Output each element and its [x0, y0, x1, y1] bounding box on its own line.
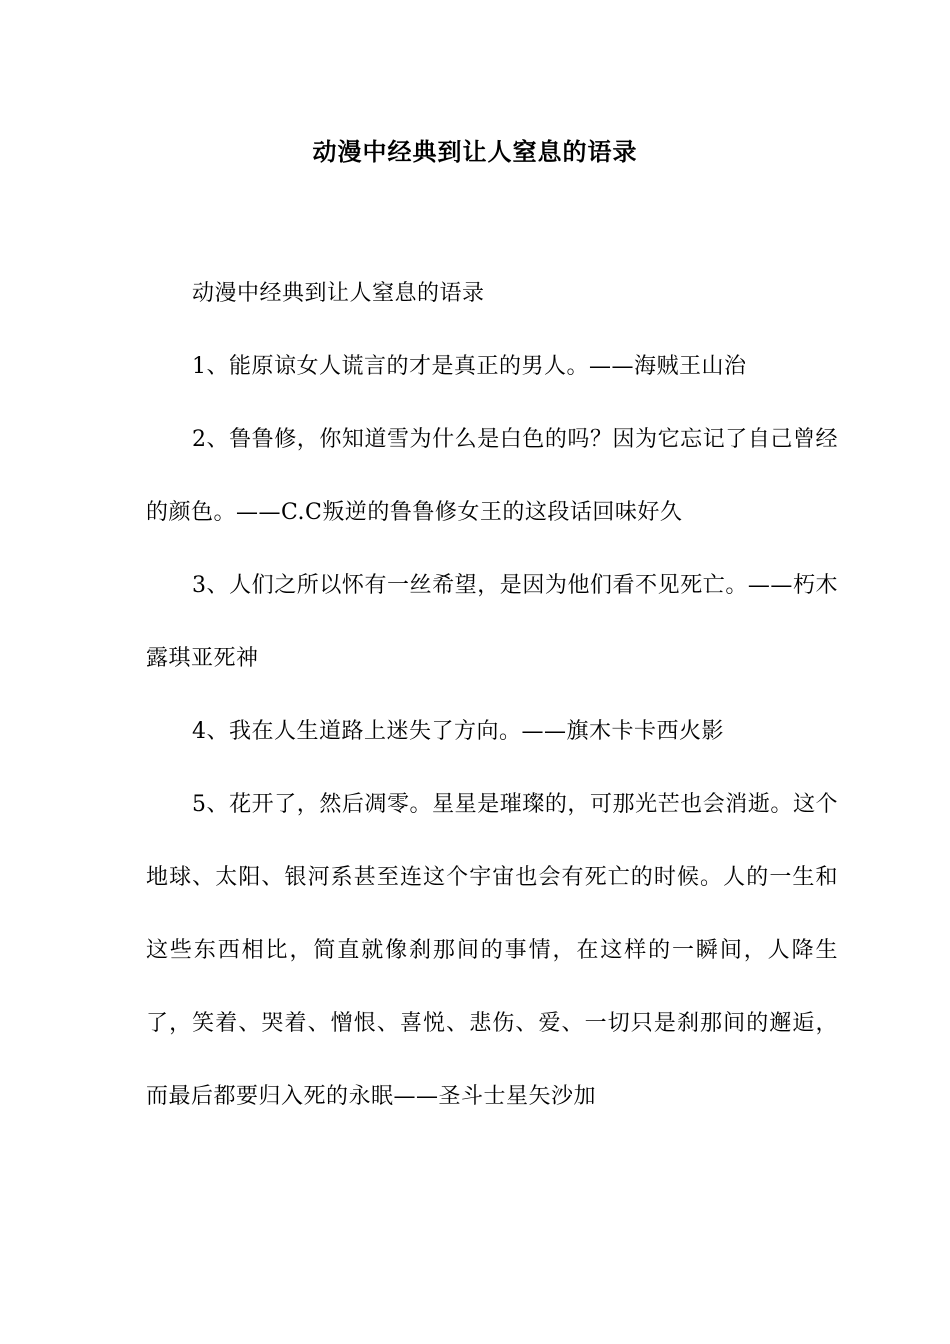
paragraph-heading: 动漫中经典到让人窒息的语录 [192, 281, 485, 306]
quote-item-4: 4、我在人生道路上迷失了方向。——旗木卡卡西火影 [192, 719, 724, 744]
document-body [146, 257, 838, 1133]
document-title: 动漫中经典到让人窒息的语录 [312, 137, 638, 166]
quote-item-5: 5、花开了，然后凋零。星星是璀璨的，可那光芒也会消逝。这个地球、太阳、银河系甚至连这个宇宙也会有死亡的时候。人的一生和这些东西相比，简直就像刹那间的事情，在这样的一瞬间，人降生了，笑着、哭着、憎恨、喜悦、悲伤、爱、一切只是刹那间的邂逅，而最后都要归入死的永眠——圣斗士星矢沙加 [146, 792, 838, 1109]
quote-item-1: 1、能原谅女人谎言的才是真正的男人。——海贼王山治 [192, 354, 747, 379]
quote-item-2: 2、鲁鲁修，你知道雪为什么是白色的吗？因为它忘记了自己曾经的颜色。——C.C叛逆的鲁鲁修女王的这段话回味好久 [146, 427, 838, 525]
quote-item-3: 3、人们之所以怀有一丝希望，是因为他们看不见死亡。——朽木露琪亚死神 [146, 573, 838, 671]
